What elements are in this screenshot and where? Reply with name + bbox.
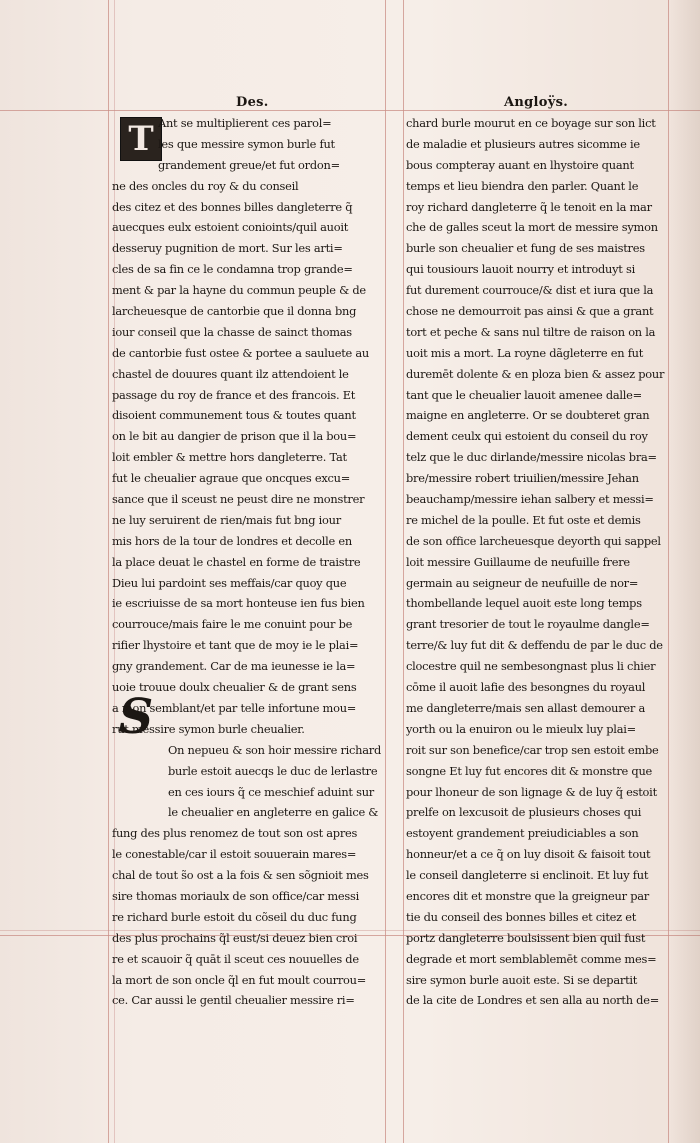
text-line: ne des oncles du roy & du conseil <box>112 178 299 193</box>
text-line: grandement greue/et fut ordon= <box>158 157 340 172</box>
text-line: ie escriuisse de sa mort honteuse ien fus bien <box>112 596 365 611</box>
text-line: cōme il auoit lafie des besongnes du royaul <box>406 680 646 695</box>
decorated-initial-s: S <box>118 689 154 745</box>
text-line: On nepueu & son hoir messire richard <box>168 742 382 757</box>
text-line: burle estoit auecqs le duc de lerlastre <box>168 763 378 778</box>
text-line: prelfe on lexcusoit de plusieurs choses qui <box>406 805 642 820</box>
text-line: tort et peche & sans nul tiltre de raison on la <box>406 324 656 339</box>
decorated-initial-t: T <box>120 117 162 161</box>
text-line: en ces iours q̃ ce meschief aduint sur <box>168 784 374 799</box>
text-line: germain au seigneur de neufuille de nor= <box>406 575 639 590</box>
text-line: fut le cheualier agraue que oncques excu= <box>112 471 351 486</box>
text-column-right <box>406 113 678 1011</box>
text-line: bous compteray auant en lhystoire quant <box>406 157 634 172</box>
text-line: re richard burle estoit du cõseil du duc fung <box>112 909 357 924</box>
text-line: estoyent grandement preiudiciables a son <box>406 826 639 841</box>
text-line: chastel de douures quant ilz attendoient le <box>112 366 349 381</box>
text-line: grant tresorier de tout le royaulme dangle= <box>406 617 650 632</box>
text-line: chose ne demourroit pas ainsi & que a grant <box>406 304 654 319</box>
text-line: beauchamp/messire iehan salbery et messi= <box>406 492 654 507</box>
text-line: uoit mis a mort. La royne dãgleterre en fut <box>406 345 644 360</box>
margin-rule-top <box>0 110 700 111</box>
text-line: yorth ou la enuiron ou le mieulx luy plai= <box>406 721 636 736</box>
margin-rule-left <box>108 0 109 1143</box>
text-line: sance que il sceust ne peust dire ne monstrer <box>112 492 365 507</box>
text-line: cles de sa fin ce le condamna trop grande= <box>112 262 353 277</box>
text-line: clocestre quil ne sembesongnast plus li chier <box>406 659 656 674</box>
text-line: dement ceulx qui estoient du conseil du roy <box>406 429 648 444</box>
text-line: le conseil dangleterre si enclinoit. Et luy fut <box>406 868 649 883</box>
text-line: re et scauoir q̃ quāt il sceut ces nouuelles de <box>112 951 359 966</box>
text-line: bre/messire robert triuilien/messire Jehan <box>406 471 639 486</box>
text-line: ne luy seruirent de rien/mais fut bng iour <box>112 512 341 527</box>
text-line: terre/& luy fut dit & deffendu de par le duc de <box>406 638 663 653</box>
text-line: portz dangleterre boulsissent bien quil fust <box>406 930 646 945</box>
text-line: tant que le cheualier lauoit amenee dalle= <box>406 387 642 402</box>
text-line: temps et lieu biendra den parler. Quant le <box>406 178 639 193</box>
text-line: thombellande lequel auoit este long temps <box>406 596 642 611</box>
text-line: pour lhoneur de son lignage & de luy q̃ estoit <box>406 784 657 799</box>
text-line: chard burle mourut en ce boyage sur son lict <box>406 116 656 130</box>
text-line: la mort de son oncle q̃l en fut moult courrou= <box>112 972 367 987</box>
text-line: on le bit au dangier de prison que il la bou= <box>112 429 357 444</box>
text-line: tie du conseil des bonnes billes et citez et <box>406 909 637 924</box>
text-line: telz que le duc dirlande/messire nicolas bra= <box>406 450 657 465</box>
text-line: de la cite de Londres et sen alla au north de= <box>406 993 659 1008</box>
margin-rule-center-b <box>403 0 404 1143</box>
text-line: songne Et luy fut encores dit & monstre que <box>406 763 653 778</box>
text-line: gny grandement. Car de ma ieunesse ie la= <box>112 659 356 674</box>
text-line: de son office larcheuesque deyorth qui sappel <box>406 533 661 548</box>
text-line: me dangleterre/mais sen allast demourer a <box>406 700 646 715</box>
text-line: la place deuat le chastel en forme de traistre <box>112 554 361 569</box>
text-line: rut messire symon burle cheualier. <box>112 721 305 736</box>
text-line: loit embler & mettre hors dangleterre. Tat <box>112 450 347 465</box>
text-line: roit sur son benefice/car trop sen estoit embe <box>406 742 659 757</box>
text-line: les que messire symon burle fut <box>158 136 335 151</box>
text-line: honneur/et a ce q̃ on luy disoit & faisoit tout <box>406 847 651 862</box>
text-line: fung des plus renomez de tout son ost apres <box>112 826 358 841</box>
text-line: le cheualier en angleterre en galice & <box>168 805 379 820</box>
text-line: loit messire Guillaume de neufuille frere <box>406 554 630 569</box>
text-line: roy richard dangleterre q̃ le tenoit en la mar <box>406 199 652 214</box>
text-column-left <box>112 113 390 1011</box>
text-line: passage du roy de france et des francois. Et <box>112 387 356 402</box>
text-line: che de galles sceut la mort de messire symon <box>406 220 658 235</box>
text-line: sire thomas moriaulx de son office/car messi <box>112 888 360 903</box>
text-line: Dieu lui pardoint ses meffais/car quoy que <box>112 575 347 590</box>
text-line: maigne en angleterre. Or se doubteret gran <box>406 408 650 423</box>
text-line: qui tousiours lauoit nourry et introduyt si <box>406 262 635 277</box>
text-line: des plus prochains q̃l eust/si deuez bien croi <box>112 930 358 945</box>
text-line: duremēt dolente & en ploza bien & assez pour <box>406 366 665 381</box>
text-line: a mon semblant/et par telle infortune mou= <box>112 700 357 715</box>
text-line: mis hors de la tour de londres et decolle en <box>112 533 352 548</box>
text-line: disoient communement tous & toutes quant <box>112 408 356 423</box>
text-line: le conestable/car il estoit souuerain mares= <box>112 847 357 862</box>
text-line: uoie trouue doulx cheualier & de grant sens <box>112 680 357 695</box>
text-line: larcheuesque de cantorbie que il donna bng <box>112 304 357 319</box>
text-line: re michel de la poulle. Et fut oste et demis <box>406 512 641 527</box>
text-line: encores dit et monstre que la greigneur par <box>406 888 649 903</box>
text-line: degrade et mort semblablemēt comme mes= <box>406 951 657 966</box>
text-line: courrouce/mais faire le me conuint pour be <box>112 617 353 632</box>
text-line: ce. Car aussi le gentil cheualier messire ri= <box>112 993 355 1008</box>
text-line: de maladie et plusieurs autres sicomme ie <box>406 136 640 151</box>
text-line: de cantorbie fust ostee & portee a sauluete au <box>112 345 370 360</box>
text-line: des citez et des bonnes billes dangleterre q̃ <box>112 199 353 214</box>
text-line: fut durement courrouce/& dist et iura que la <box>406 283 654 298</box>
text-line: iour conseil que la chasse de sainct thomas <box>112 324 352 339</box>
text-line: ment & par la hayne du commun peuple & de <box>112 283 366 298</box>
text-line: burle son cheualier et fung de ses maistres <box>406 241 645 256</box>
text-line: rifier lhystoire et tant que de moy ie le plai= <box>112 638 359 653</box>
running-header-right: Angloÿs. <box>504 95 569 110</box>
text-line: Ant se multiplierent ces parol= <box>158 116 332 130</box>
text-line: desseruy pugnition de mort. Sur les arti= <box>112 241 343 256</box>
text-line: sire symon burle auoit este. Si se departit <box>406 972 638 987</box>
text-line: auecques eulx estoient conioints/quil auoit <box>112 220 349 235</box>
running-header-left: Des. <box>236 95 269 110</box>
text-line: chal de tout s̃o ost a la fois & sen sõgnioit mes <box>112 868 369 883</box>
